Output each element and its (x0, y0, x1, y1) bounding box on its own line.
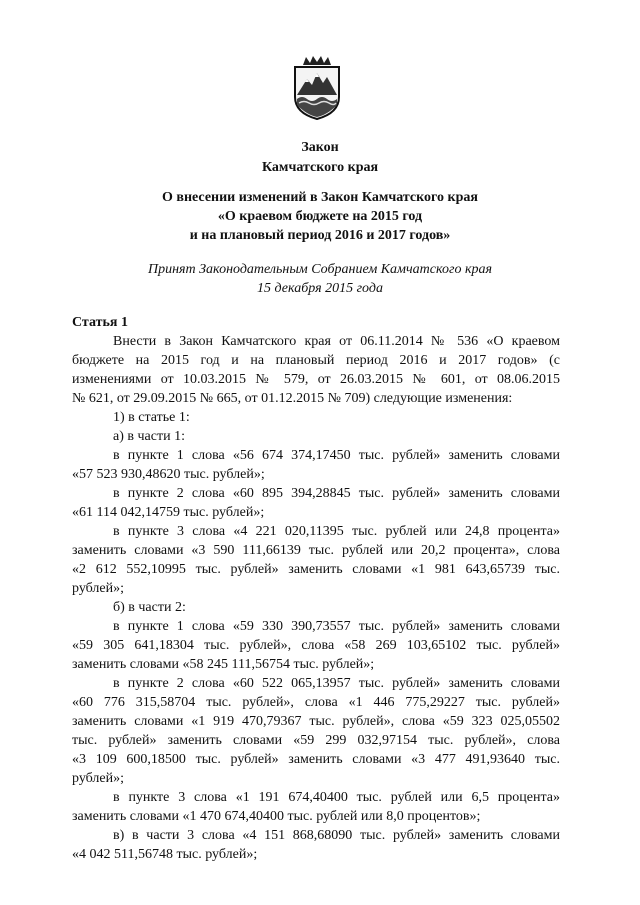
text-line: в пункте 2 слова «60 895 394,28845 тыс. рублей» заменить словами (113, 486, 560, 501)
text-line: Внести в Закон Камчатского края от 06.11.2014 № 536 «О краевом (113, 334, 560, 349)
text-line: в пункте 2 слова «60 522 065,13957 тыс. рублей» заменить словами (113, 676, 560, 691)
text-line: «3 109 600,18500 тыс. рублей» заменить словами «3 477 491,93640 тыс. (72, 752, 560, 767)
text-line: заменить словами «3 590 111,66139 тыс. рублей или 20,2 процента», слова (72, 543, 560, 558)
text-line: рублей»; (72, 581, 124, 596)
adoption-line-1: Принят Законодательным Собранием Камчатского края (147, 262, 493, 277)
kamchatka-coat-of-arms-icon (289, 55, 345, 121)
text-line: в пункте 3 слова «4 221 020,11395 тыс. рублей или 24,8 процента» (113, 524, 560, 539)
text-line: тыс. рублей» заменить словами «59 299 032,97154 тыс. рублей», слова (72, 733, 560, 748)
text-line: б) в части 2: (113, 600, 186, 615)
text-line: в пункте 3 слова «1 191 674,40400 тыс. рублей или 6,5 процента» (113, 790, 560, 805)
text-line: в пункте 1 слова «56 674 374,17450 тыс. рублей» заменить словами (113, 448, 560, 463)
text-line: «57 523 930,48620 тыс. рублей»; (72, 467, 265, 482)
adoption-date: 15 декабря 2015 года (257, 281, 383, 296)
text-line: «4 042 511,56748 тыс. рублей»; (72, 847, 258, 862)
text-line: а) в части 1: (113, 429, 185, 444)
text-line: «59 305 641,18304 тыс. рублей», слова «58 269 103,65102 тыс. рублей» (72, 638, 560, 653)
text-line: № 621, от 29.09.2015 № 665, от 01.12.2015 № 709) следующие изменения: (72, 391, 513, 406)
text-line: заменить словами «1 919 470,79367 тыс. рублей», слова «59 323 025,05502 (72, 714, 560, 729)
text-line: «2 612 552,10995 тыс. рублей» заменить словами «1 981 643,65739 тыс. (72, 562, 560, 577)
article-heading: Статья 1 (72, 315, 128, 330)
law-title: Закон (301, 140, 339, 155)
law-region: Камчатского края (261, 160, 379, 175)
text-line: в пункте 1 слова «59 330 390,73557 тыс. рублей» заменить словами (113, 619, 560, 634)
text-line: «60 776 315,58704 тыс. рублей», слова «1 446 775,29227 тыс. рублей» (72, 695, 560, 710)
text-line: рублей»; (72, 771, 124, 786)
law-subject-line-3: и на плановый период 2016 и 2017 годов» (189, 228, 451, 243)
text-line: бюджете на 2015 год и на плановый период 2016 и 2017 годов» (с (72, 353, 560, 368)
text-line: «61 114 042,14759 тыс. рублей»; (72, 505, 265, 520)
text-line: заменить словами «58 245 111,56754 тыс. рублей»; (72, 657, 375, 672)
text-line: изменениями от 10.03.2015 № 579, от 26.03.2015 № 601, от 08.06.2015 (72, 372, 560, 387)
text-line: заменить словами «1 470 674,40400 тыс. рублей или 8,0 процентов»; (72, 809, 481, 824)
law-subject-line-2: «О краевом бюджете на 2015 год (217, 209, 423, 224)
text-line: в) в части 3 слова «4 151 868,68090 тыс. рублей» заменить словами (113, 828, 560, 843)
law-subject-line-1: О внесении изменений в Закон Камчатского края (162, 190, 478, 205)
text-line: 1) в статье 1: (113, 410, 190, 425)
